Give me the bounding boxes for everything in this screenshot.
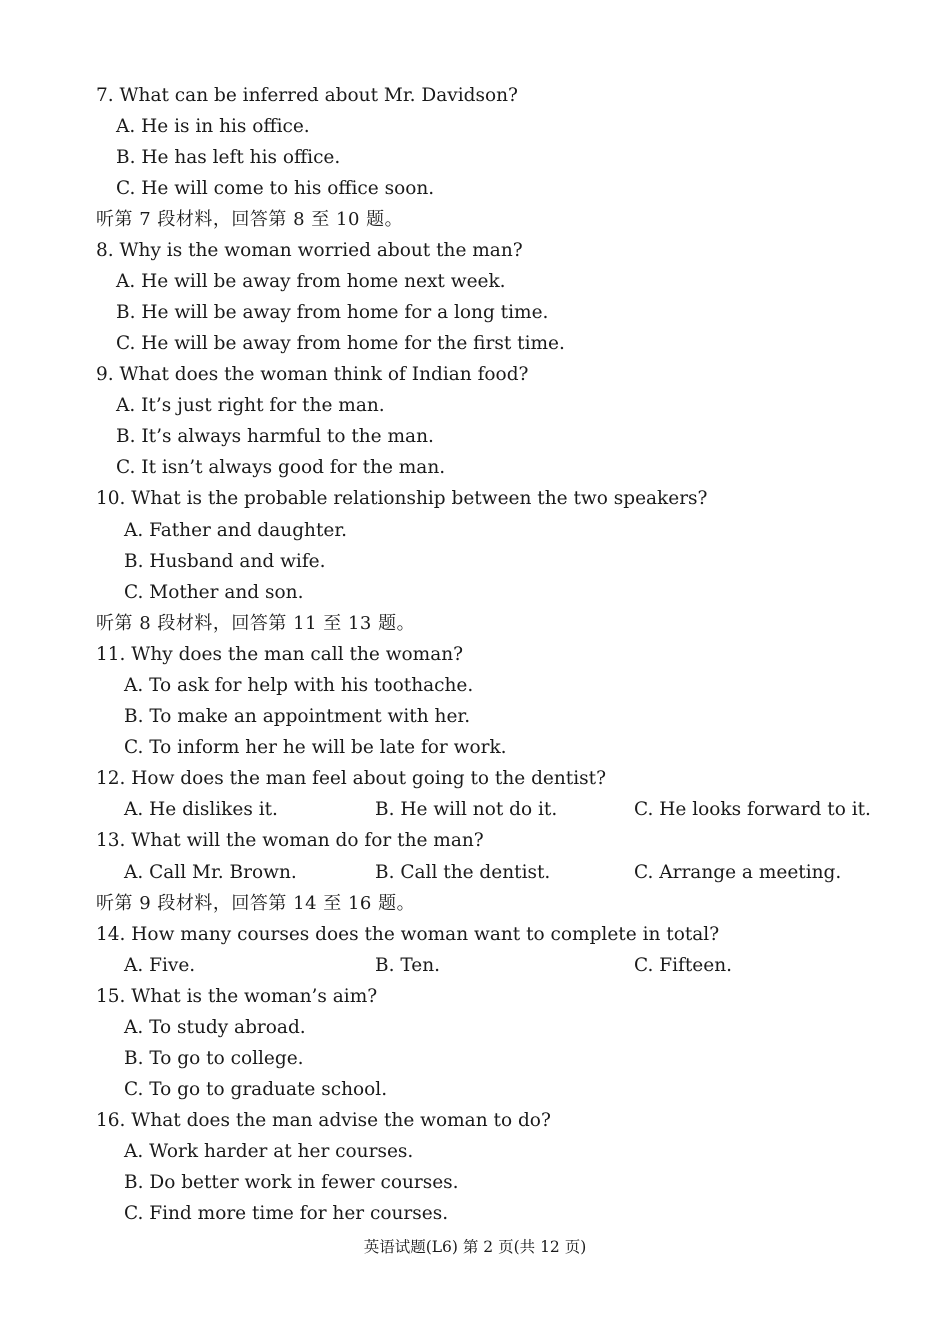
question-10-option-a: A. Father and daughter.	[124, 520, 348, 541]
question-10-option-c: C. Mother and son.	[124, 582, 304, 603]
question-12-option-c: C. He looks forward to it.	[634, 799, 871, 820]
question-9-option-c: C. It isn’t always good for the man.	[116, 457, 446, 478]
question-13-option-b: B. Call the dentist.	[375, 862, 551, 883]
question-15-option-a: A. To study abroad.	[124, 1017, 306, 1038]
question-15-option-b: B. To go to college.	[124, 1048, 304, 1069]
question-15-stem: 15. What is the woman’s aim?	[96, 986, 378, 1007]
question-13-option-c: C. Arrange a meeting.	[634, 862, 842, 883]
question-16-option-a: A. Work harder at her courses.	[124, 1141, 414, 1162]
section-header-7: 听第 7 段材料，回答第 8 至 10 题。	[96, 209, 404, 230]
section-header-8: 听第 8 段材料，回答第 11 至 13 题。	[96, 613, 416, 634]
question-12-stem: 12. How does the man feel about going to the dentist?	[96, 768, 606, 789]
section-header-9: 听第 9 段材料，回答第 14 至 16 题。	[96, 893, 416, 914]
question-7-stem: 7. What can be inferred about Mr. Davidson?	[96, 85, 518, 106]
question-11-option-b: B. To make an appointment with her.	[124, 706, 471, 727]
question-8-stem: 8. Why is the woman worried about the man?	[96, 240, 523, 261]
question-10-option-b: B. Husband and wife.	[124, 551, 326, 572]
question-14-option-c: C. Fifteen.	[634, 955, 732, 976]
question-11-option-c: C. To inform her he will be late for work.	[124, 737, 507, 758]
question-15-option-c: C. To go to graduate school.	[124, 1079, 388, 1100]
question-13-stem: 13. What will the woman do for the man?	[96, 830, 484, 851]
question-8-option-c: C. He will be away from home for the first time.	[116, 333, 565, 354]
question-9-option-b: B. It’s always harmful to the man.	[116, 426, 434, 447]
question-7-option-c: C. He will come to his office soon.	[116, 178, 435, 199]
question-12-option-a: A. He dislikes it.	[124, 799, 278, 820]
question-7-option-a: A. He is in his office.	[116, 116, 310, 137]
question-9-option-a: A. It’s just right for the man.	[116, 395, 385, 416]
question-7-option-b: B. He has left his office.	[116, 147, 341, 168]
question-13-option-a: A. Call Mr. Brown.	[124, 862, 297, 883]
question-8-option-b: B. He will be away from home for a long time.	[116, 302, 549, 323]
question-16-option-c: C. Find more time for her courses.	[124, 1203, 449, 1224]
question-14-option-a: A. Five.	[124, 955, 196, 976]
question-11-option-a: A. To ask for help with his toothache.	[124, 675, 474, 696]
page-footer: 英语试题(L6) 第 2 页(共 12 页)	[363, 1238, 587, 1256]
question-9-stem: 9. What does the woman think of Indian food?	[96, 364, 529, 385]
question-16-stem: 16. What does the man advise the woman to do?	[96, 1110, 551, 1131]
question-16-option-b: B. Do better work in fewer courses.	[124, 1172, 459, 1193]
question-12-option-b: B. He will not do it.	[375, 799, 558, 820]
question-8-option-a: A. He will be away from home next week.	[116, 271, 506, 292]
question-14-option-b: B. Ten.	[375, 955, 441, 976]
question-14-stem: 14. How many courses does the woman want to complete in total?	[96, 924, 720, 945]
question-10-stem: 10. What is the probable relationship between the two speakers?	[96, 488, 708, 509]
question-11-stem: 11. Why does the man call the woman?	[96, 644, 464, 665]
